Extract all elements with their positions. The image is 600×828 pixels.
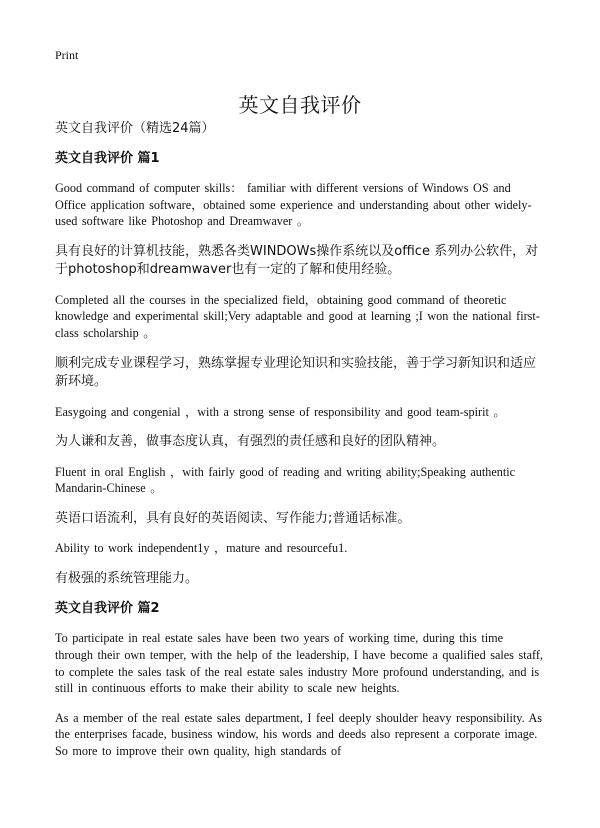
paragraph-english: As a member of the real estate sales department, I feel deeply shoulder heavy responsibility. As the enterprises facade, business window, his words and deeds also represent a corporate image. So more to improve their own quality, high standards of — [55, 710, 543, 758]
document-body — [55, 150, 544, 773]
section-heading: 英文自我评价 篇1 — [55, 151, 160, 166]
print-label: Print — [55, 48, 79, 62]
section-heading: 英文自我评价 篇2 — [55, 601, 160, 617]
paragraph-chinese: 英语口语流利，具有良好的英语阅读、写作能力;普通话标准。 — [55, 510, 411, 526]
paragraph-chinese: 为人谦和友善，做事态度认真，有强烈的责任感和良好的团队精神。 — [55, 434, 446, 450]
page-title: 英文自我评价 — [238, 93, 362, 118]
paragraph-english: Fluent in oral English ，with fairly good of reading and writing ability;Speaking authentic Mandarin-Chinese 。 — [55, 464, 516, 496]
paragraph-chinese: 顺利完成专业课程学习，熟练掌握专业理论知识和实验技能，善于学习新知识和适应新环境。 — [55, 355, 537, 390]
paragraph-english: To participate in real estate sales have been two years of working time, during this time through their own temper, with the help of the leadership, I have become a qualified sales staff, to complete the sales task of the real estate sales industry More profound understanding, and is still in continuous efforts to make their ability to scale new heights. — [55, 631, 543, 696]
paragraph-english: Completed all the courses in the specialized field，obtaining good command of theoretic knowledge and experimental skill;Very adaptable and good at learning ;I won the national first-class scholarship 。 — [55, 292, 540, 340]
document-subtitle: 英文自我评价（精选24篇） — [55, 121, 215, 136]
paragraph-english: Good command of computer skills： familiar with different versions of Windows OS and Office application software，obtained some experience and understanding about other widely-used software like Photoshop and Dreamwaver 。 — [55, 181, 532, 229]
paragraph-chinese: 具有良好的计算机技能，熟悉各类WINDOWs操作系统以及office 系列办公软件，对于photoshop和dreamwaver也有一定的了解和使用经验。 — [55, 243, 539, 278]
paragraph-english: Easygoing and congenial ，with a strong sense of responsibility and good team-spirit 。 — [55, 404, 506, 419]
paragraph-english: Ability to work independent1y ，mature and resourcefu1. — [55, 541, 348, 556]
paragraph-chinese: 有极强的系统管理能力。 — [55, 570, 199, 586]
